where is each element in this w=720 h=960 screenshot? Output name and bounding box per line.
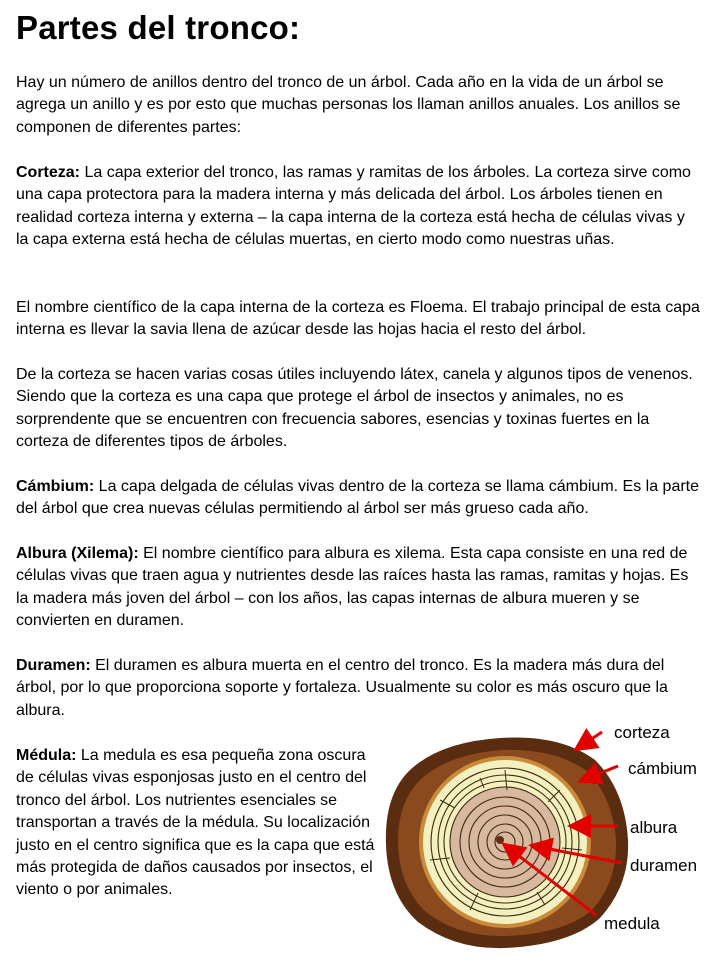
cambium-term: Cámbium: xyxy=(16,478,95,495)
cambium-text: La capa delgada de células vivas dentro de la corteza se llama cámbium. Es la parte del árbol que crea nuevas células permitiendo al árbol ser más grueso cada año. xyxy=(16,478,700,518)
label-medula: medula xyxy=(604,914,660,933)
usos-paragraph: De la corteza se hacen varias cosas útiles incluyendo látex, canela y algunos tipos de venenos. Siendo que la corteza es una capa que protege el árbol de insectos y animales, no es sorprendente que se encuentren con frecuencia sabores, esencias y toxinas fuertes en la corteza de diferentes tipos de árboles. xyxy=(16,366,693,451)
label-cambium: cámbium xyxy=(628,759,697,778)
pith-medula xyxy=(496,836,504,844)
intro-paragraph: Hay un número de anillos dentro del tronco de un árbol. Cada año en la vida de un árbol se agrega un anillo y es por esto que muchas personas los llaman anillos anuales. Los anillos se componen de diferentes partes: xyxy=(16,74,681,136)
albura-paragraph xyxy=(16,543,700,633)
tree-trunk-diagram xyxy=(380,712,720,960)
label-duramen: duramen xyxy=(630,856,698,875)
label-corteza: corteza xyxy=(614,723,670,742)
cambium-paragraph xyxy=(16,476,700,521)
heartwood-duramen xyxy=(450,787,560,897)
duramen-text: El duramen es albura muerta en el centro del tronco. Es la madera más dura del árbol, por lo que proporciona soporte y fortaleza. Usualmente su color es más oscuro que la albura. xyxy=(16,657,668,719)
label-albura: albura xyxy=(630,818,678,837)
medula-text: La medula es esa pequeña zona oscura de células vivas esponjosas justo en el centro del tronco del árbol. Los nutrientes esenciales se transportan a través de la médula. Su localización justo en el centro significa que es la capa que está más protegida de daños causados por insectos, el viento o por animales. xyxy=(16,747,375,899)
corteza-term: Corteza: xyxy=(16,164,81,181)
albura-term: Albura (Xilema): xyxy=(16,545,139,562)
duramen-term: Duramen: xyxy=(16,657,91,674)
floema-paragraph: El nombre científico de la capa interna de la corteza es Floema. El trabajo principal de esta capa interna es llevar la savia llena de azúcar desde las hojas hacia el resto del árbol. xyxy=(16,299,700,339)
medula-paragraph xyxy=(16,745,376,902)
corteza-text: La capa exterior del tronco, las ramas y ramitas de los árboles. La corteza sirve como una capa protectora para la madera interna y más delicada del árbol. Los árboles tienen en realidad corteza interna y externa – la capa interna de la corteza está hecha de células vivas y la capa externa está hecha de células muertas, en cierto modo como nuestras uñas. xyxy=(16,164,691,249)
medula-term: Médula: xyxy=(16,747,77,764)
corteza-paragraph xyxy=(16,162,700,252)
page-title: Partes del tronco: xyxy=(16,9,301,46)
arrow-corteza xyxy=(578,732,602,748)
albura-text: El nombre científico para albura es xilema. Esta capa consiste en una red de células vivas que traen agua y nutrientes desde las raíces hasta las ramas, ramitas y hojas. Es la madera más joven del árbol – con los años, las capas internas de albura mueren y se convierten en duramen. xyxy=(16,545,689,630)
